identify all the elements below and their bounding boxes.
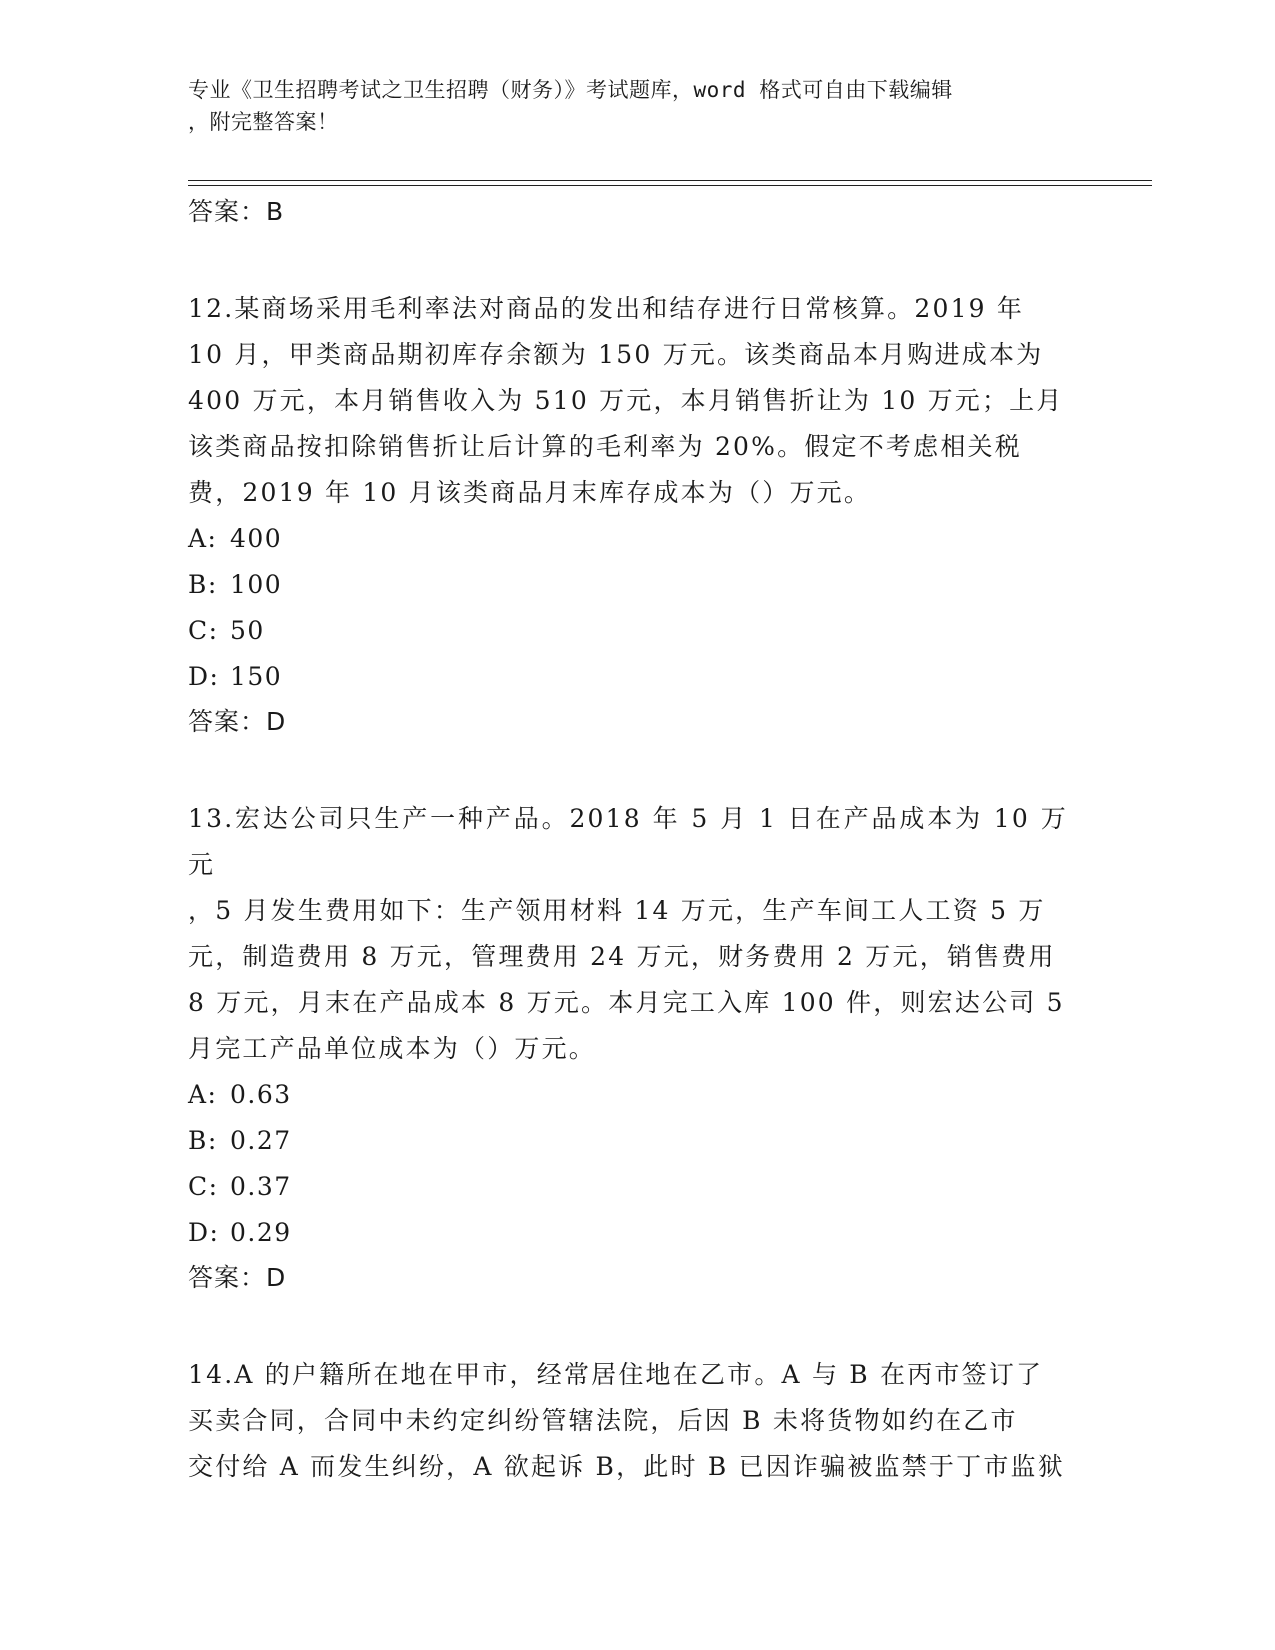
option-value: 50 bbox=[230, 616, 265, 645]
option-c bbox=[188, 1164, 1068, 1210]
question-14 bbox=[188, 1352, 1068, 1490]
option-label: B: bbox=[188, 570, 218, 599]
question-text-line: 费，2019 年 10 月该类商品月末库存成本为（）万元。 bbox=[188, 478, 872, 507]
question-text-line: 月完工产品单位成本为（）万元。 bbox=[188, 1034, 597, 1063]
option-value: 100 bbox=[230, 570, 283, 599]
question-text-line: 12.某商场采用毛利率法对商品的发出和结存进行日常核算。2019 年 bbox=[188, 294, 1025, 323]
question-text-line: 13.宏达公司只生产一种产品。2018 年 5 月 1 日在产品成本为 10 万元 bbox=[188, 804, 1068, 879]
option-value: 0.29 bbox=[230, 1218, 292, 1247]
option-value: 150 bbox=[230, 662, 283, 691]
option-value: 0.27 bbox=[230, 1126, 292, 1155]
question-text-line: 该类商品按扣除销售折让后计算的毛利率为 20%。假定不考虑相关税 bbox=[188, 432, 1022, 461]
question-text-line: 10 月，甲类商品期初库存余额为 150 万元。该类商品本月购进成本为 bbox=[188, 340, 1044, 369]
option-label: B: bbox=[188, 1126, 218, 1155]
option-c bbox=[188, 608, 1068, 654]
option-d bbox=[188, 1210, 1068, 1256]
question-text-line: 交付给 A 而发生纠纷，A 欲起诉 B，此时 B 已因诈骗被监禁于丁市监狱 bbox=[188, 1452, 1065, 1481]
answer-line: 答案：B bbox=[188, 197, 285, 226]
question-text-line: 400 万元，本月销售收入为 510 万元，本月销售折让为 10 万元；上月 bbox=[188, 386, 1064, 415]
question-text-line: 元，制造费用 8 万元，管理费用 24 万元，财务费用 2 万元，销售费用 bbox=[188, 942, 1056, 971]
option-b bbox=[188, 562, 1068, 608]
question-text-line: 14.A 的户籍所在地在甲市，经常居住地在乙市。A 与 B 在丙市签订了 bbox=[188, 1360, 1044, 1389]
option-a bbox=[188, 1072, 1068, 1118]
option-value: 400 bbox=[230, 524, 283, 553]
question-12 bbox=[188, 286, 1068, 744]
header-line-2: ，附完整答案！ bbox=[188, 110, 339, 134]
document-body bbox=[188, 190, 1068, 1490]
option-b bbox=[188, 1118, 1068, 1164]
option-label: C: bbox=[188, 1172, 219, 1201]
option-label: D: bbox=[188, 662, 220, 691]
document-header bbox=[188, 74, 1068, 138]
option-d bbox=[188, 654, 1068, 700]
answer-line: 答案：D bbox=[188, 707, 287, 736]
header-line-1: 专业《卫生招聘考试之卫生招聘（财务）》考试题库，word 格式可自由下载编辑 bbox=[188, 78, 953, 102]
option-value: 0.63 bbox=[230, 1080, 292, 1109]
question-text-line: 8 万元，月末在产品成本 8 万元。本月完工入库 100 件，则宏达公司 5 bbox=[188, 988, 1065, 1017]
option-label: A: bbox=[188, 524, 218, 553]
option-label: C: bbox=[188, 616, 219, 645]
question-13 bbox=[188, 796, 1068, 1300]
option-label: A: bbox=[188, 1080, 218, 1109]
option-value: 0.37 bbox=[230, 1172, 292, 1201]
header-rule-bottom bbox=[188, 185, 1152, 186]
question-text-line: ，5 月发生费用如下：生产领用材料 14 万元，生产车间工人工资 5 万 bbox=[188, 896, 1046, 925]
question-text-line: 买卖合同，合同中未约定纠纷管辖法院，后因 B 未将货物如约在乙市 bbox=[188, 1406, 1018, 1435]
header-rule-top bbox=[188, 180, 1152, 181]
answer-line: 答案：D bbox=[188, 1263, 287, 1292]
option-label: D: bbox=[188, 1218, 220, 1247]
option-a bbox=[188, 516, 1068, 562]
